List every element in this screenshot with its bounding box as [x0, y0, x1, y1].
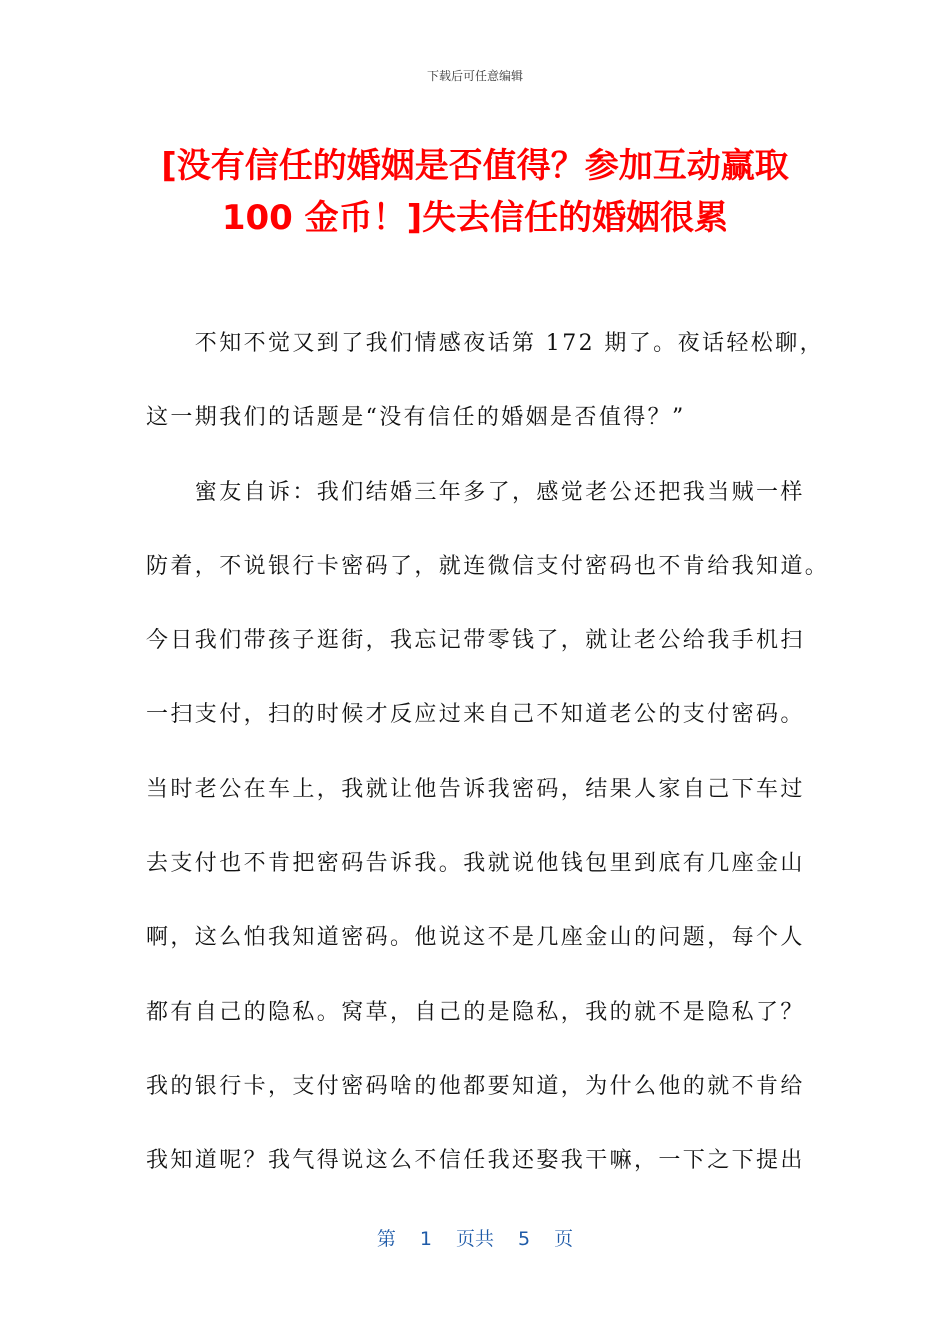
body-line: 我的银行卡，支付密码啥的他都要知道，为什么他的就不肯给 [146, 1073, 805, 1099]
body-line: 防着，不说银行卡密码了，就连微信支付密码也不肯给我知道。 [146, 553, 830, 579]
total-pages: 5 [518, 1228, 531, 1250]
page-middle: 页共 [455, 1228, 494, 1250]
current-page: 1 [419, 1228, 432, 1250]
body-line: 一扫支付，扫的时候才反应过来自己不知道老公的支付密码。 [146, 702, 805, 728]
page-suffix: 页 [554, 1228, 574, 1250]
page-footer [0, 1224, 950, 1251]
body-line: 这一期我们的话题是“没有信任的婚姻是否值得？” [146, 405, 686, 431]
header-note: 下载后可任意编辑 [426, 69, 523, 83]
body-line: 今日我们带孩子逛街，我忘记带零钱了，就让老公给我手机扫 [146, 628, 805, 654]
body-line: 当时老公在车上，我就让他告诉我密码，结果人家自己下车过 [146, 776, 805, 802]
body-line: 去支付也不肯把密码告诉我。我就说他钱包里到底有几座金山 [146, 851, 805, 877]
body-line: 啊，这么怕我知道密码。他说这不是几座金山的问题，每个人 [146, 925, 805, 951]
title-line-1: [没有信任的婚姻是否值得？参加互动赢取 [161, 146, 789, 186]
document-title [120, 140, 830, 244]
body-line: 都有自己的隐私。窝草，自己的是隐私，我的就不是隐私了？ [146, 999, 805, 1025]
body-line: 蜜友自诉：我们结婚三年多了，感觉老公还把我当贼一样 [146, 479, 805, 505]
body-line: 不知不觉又到了我们情感夜话第 172 期了。夜话轻松聊， [146, 331, 824, 356]
title-line-2: 100 金币！]失去信任的婚姻很累 [221, 198, 729, 238]
body-line: 我知道呢？我气得说这么不信任我还娶我干嘛，一下之下提出 [146, 1148, 805, 1174]
body-text [146, 322, 830, 1214]
page-prefix: 第 [376, 1228, 396, 1250]
